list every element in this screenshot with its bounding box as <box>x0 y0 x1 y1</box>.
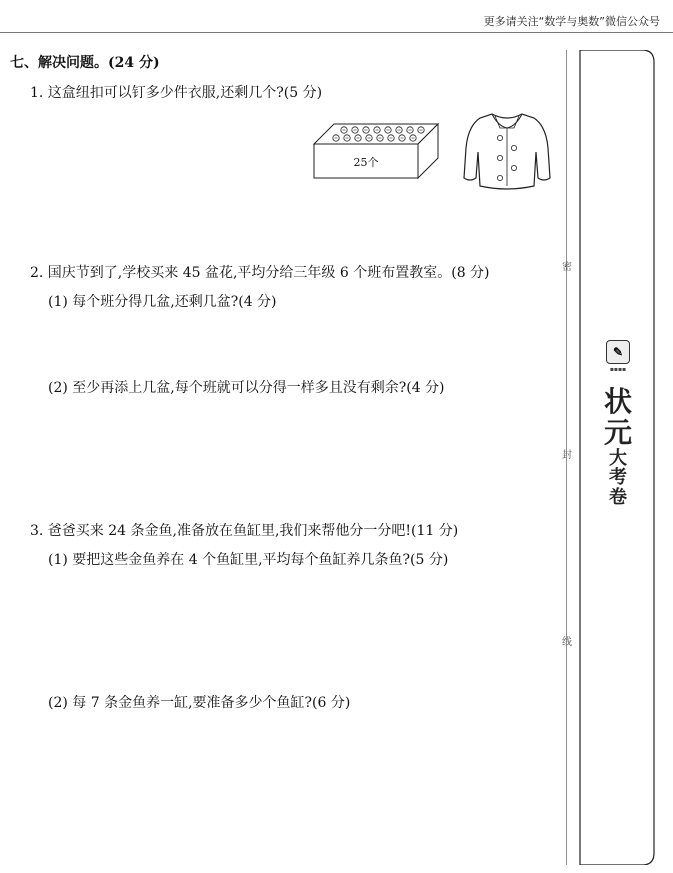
seal-mark-middle: 封 <box>562 450 572 461</box>
header-divider <box>0 32 673 33</box>
shirt-button <box>511 165 516 170</box>
brand-wordmark: 状 元 大 考 卷 <box>603 385 632 509</box>
button-box-illustration <box>310 122 440 182</box>
brand-badge-caption: ▪▪▪▪ <box>609 366 627 373</box>
seal-mark-bottom: 线 <box>562 637 572 648</box>
shirt-illustration <box>462 108 552 190</box>
question-3: 3. 爸爸买来 24 条金鱼,准备放在鱼缸里,我们来帮他分一分吧!(11 分) <box>30 523 459 539</box>
question-2-part-2: (2) 至少再添上几盆,每个班就可以分得一样多且没有剩余?(4 分) <box>48 380 445 396</box>
shirt-button <box>497 135 502 140</box>
shirt-button <box>511 145 516 150</box>
shirt-button <box>497 155 502 160</box>
box-label: 25个 <box>353 156 379 169</box>
section-title: 七、解决问题。(24 分) <box>10 55 160 71</box>
brand-logo <box>592 340 644 508</box>
shirt-button <box>497 175 502 180</box>
question-1: 1. 这盒纽扣可以钉多少件衣服,还剩几个?(5 分) <box>30 85 323 101</box>
question-3-part-2: (2) 每 7 条金鱼养一缸,要准备多少个鱼缸?(6 分) <box>48 695 351 711</box>
question-3-part-1: (1) 要把这些金鱼养在 4 个鱼缸里,平均每个鱼缸养几条鱼?(5 分) <box>48 552 449 568</box>
header-note: 更多请关注“数学与奥数”微信公众号 <box>483 15 660 28</box>
seal-mark-top: 密 <box>562 262 572 273</box>
question-2: 2. 国庆节到了,学校买来 45 盆花,平均分给三年级 6 个班布置教室。(8 分) <box>30 265 490 281</box>
question-2-part-1: (1) 每个班分得几盆,还剩几盆?(4 分) <box>48 294 277 310</box>
brand-badge-icon: ✎ <box>606 340 630 364</box>
